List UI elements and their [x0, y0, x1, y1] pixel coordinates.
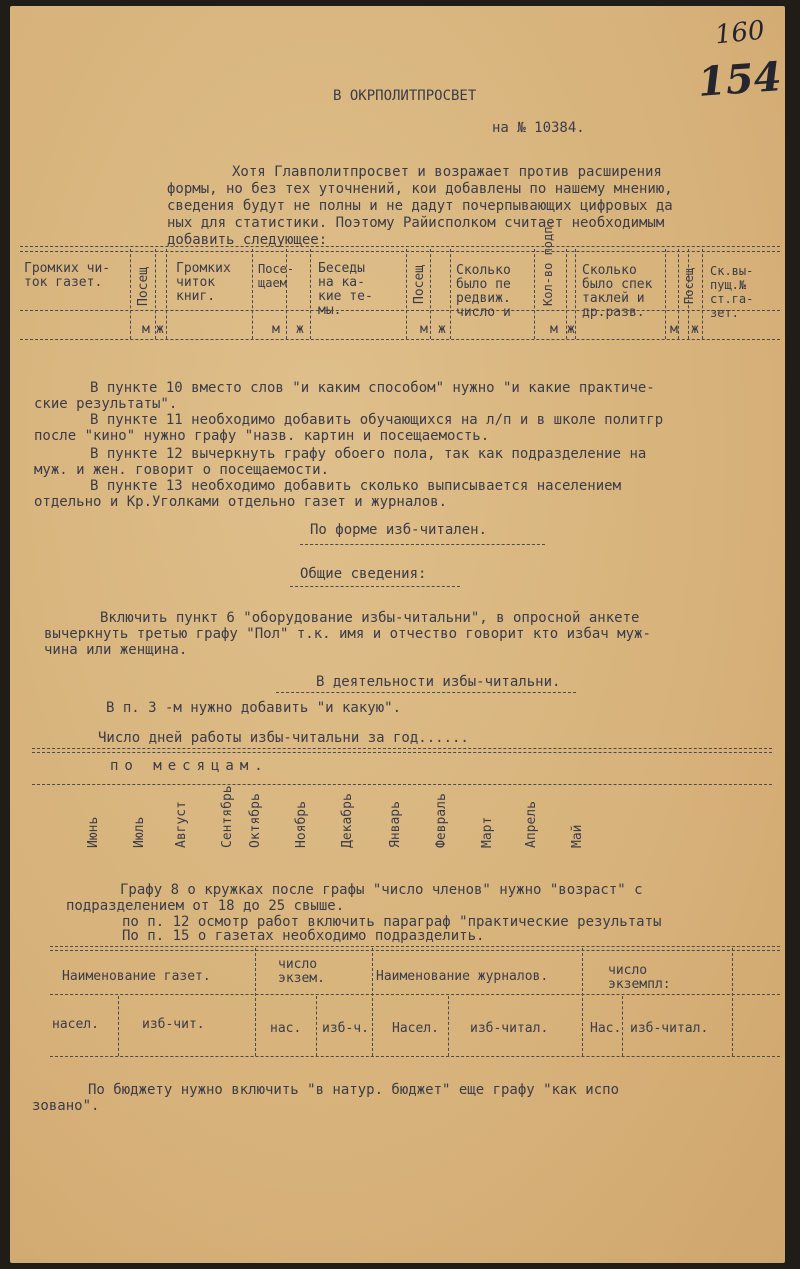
col-visits: Посещ: [412, 264, 427, 304]
col-visits: Посе- щаем: [258, 262, 295, 290]
col-gazette-name: Наименование газет.: [62, 969, 211, 984]
paragraph-line: В пункте 10 вместо слов "и каким способом" нужно "и какие практиче-: [90, 380, 655, 396]
general-line: Включить пункт 6 "оборудование избы-читальни", в опросной анкете: [100, 610, 640, 626]
gender-f: ж: [691, 322, 699, 337]
sub-population: насел.: [52, 1017, 99, 1032]
section-heading: Общие сведения:: [300, 566, 427, 582]
col-journal-copies: число экземпл:: [608, 963, 671, 992]
sub-population: Насел.: [392, 1021, 439, 1036]
sub-reading-hut: изб-читал.: [470, 1021, 549, 1036]
closing-line: По п. 15 о газетах необходимо подразделить.: [122, 928, 485, 944]
col-visits: Посещ: [682, 267, 696, 304]
col-visits: Посещ: [136, 266, 151, 306]
col-mobile: Сколько было пе редвиж. число и: [456, 263, 511, 320]
paragraph-line: В пункте 12 вычеркнуть графу обоего пола, так как подразделение на: [90, 446, 647, 462]
gender-f: ж: [438, 322, 446, 337]
gender-m: м: [550, 322, 558, 337]
month-june: Июнь: [86, 816, 101, 848]
final-line: По бюджету нужно включить "в натур. бюджет" еще графу "как испо: [88, 1082, 620, 1098]
month-march: Март: [480, 816, 495, 848]
month-february: Февраль: [434, 793, 449, 848]
archive-page-number: 160: [713, 15, 767, 51]
col-journal-name: Наименование журналов.: [376, 969, 549, 984]
general-line: чина или женщина.: [44, 642, 188, 658]
col-gazette-readings: Громких чи- ток газет.: [24, 261, 111, 290]
col-book-readings: Громких читок книг.: [176, 261, 231, 304]
gender-f: ж: [567, 322, 575, 337]
gender-m: м: [272, 322, 280, 337]
gender-f: ж: [156, 322, 164, 337]
gender-f: ж: [296, 322, 304, 337]
intro-line: сведения будут не полны и не дадут почерпывающих цифровых да: [167, 198, 673, 214]
month-november: Ноябрь: [294, 801, 309, 848]
paragraph-line: муж. и жен. говорит о посещаемости.: [34, 462, 330, 478]
closing-line: подразделением от 18 до 25 свыше.: [66, 898, 345, 914]
intro-line: Хотя Главполитпросвет и возражает против расширения: [232, 164, 662, 180]
intro-line: формы, но без тех уточнений, кои добавлены по нашему мнению,: [167, 181, 673, 197]
activity-line: Число дней работы избы-читальни за год......: [98, 730, 469, 746]
sub-reading-hut: изб-читал.: [630, 1021, 709, 1036]
document-page: [10, 6, 785, 1263]
intro-line: ных для статистики. Поэтому Райисполком считает необходимым: [167, 215, 665, 231]
paragraph-line: ские результаты".: [34, 396, 178, 412]
gender-m: м: [142, 322, 150, 337]
gender-m: м: [670, 322, 678, 337]
paragraph-line: В пункте 13 необходимо добавить сколько выписывается населением: [90, 478, 622, 494]
col-wall-gazettes: Ск.вы- пущ.№ ст.га- зет.: [710, 264, 754, 320]
col-gazette-copies: число экзем.: [278, 957, 325, 986]
month-january: Январь: [388, 801, 403, 848]
col-subscribers: Кол-во подп.: [541, 219, 555, 306]
month-september: Сентябрь: [220, 785, 235, 848]
col-performances: Сколько было спек таклей и др.разв.: [582, 263, 653, 320]
sheet-number: 154: [696, 53, 784, 106]
activity-line: В п. 3 -м нужно добавить "и какую".: [106, 700, 402, 716]
month-may: Май: [570, 824, 585, 848]
sub-population: Нас.: [590, 1021, 622, 1036]
sub-reading-hut: изб-ч.: [322, 1021, 369, 1036]
col-talks: Беседы на ка- кие те- мы.: [318, 261, 373, 318]
month-april: Апрель: [524, 801, 539, 848]
sub-reading-hut: изб-чит.: [142, 1017, 205, 1032]
closing-line: по п. 12 осмотр работ включить параграф "практические результаты: [122, 914, 662, 930]
header-ref: на № 10384.: [492, 120, 585, 136]
intro-line: добавить следующее:: [167, 232, 328, 248]
paragraph-line: после "кино" нужно графу "назв. картин и посещаемость.: [34, 428, 490, 444]
section-heading: По форме изб-читален.: [310, 522, 488, 538]
section-heading: В деятельности избы-читальни.: [316, 674, 561, 690]
paragraph-line: В пункте 11 необходимо добавить обучающихся на л/п и в школе политгр: [90, 412, 664, 428]
month-august: Август: [174, 801, 189, 848]
gender-m: м: [420, 322, 428, 337]
paragraph-line: отдельно и Кр.Уголками отдельно газет и журналов.: [34, 494, 448, 510]
month-december: Декабрь: [340, 793, 355, 848]
header-title: В ОКРПОЛИТПРОСВЕТ: [333, 88, 477, 104]
final-line: зовано".: [32, 1098, 100, 1114]
month-october: Октябрь: [248, 793, 263, 848]
months-label: по месяцам.: [110, 758, 269, 774]
month-july: Июль: [132, 816, 147, 848]
general-line: вычеркнуть третью графу "Пол" т.к. имя и отчество говорит кто избач муж-: [44, 626, 651, 642]
sub-population: нас.: [270, 1021, 302, 1036]
closing-line: Графу 8 о кружках после графы "число членов" нужно "возраст" с: [120, 882, 643, 898]
